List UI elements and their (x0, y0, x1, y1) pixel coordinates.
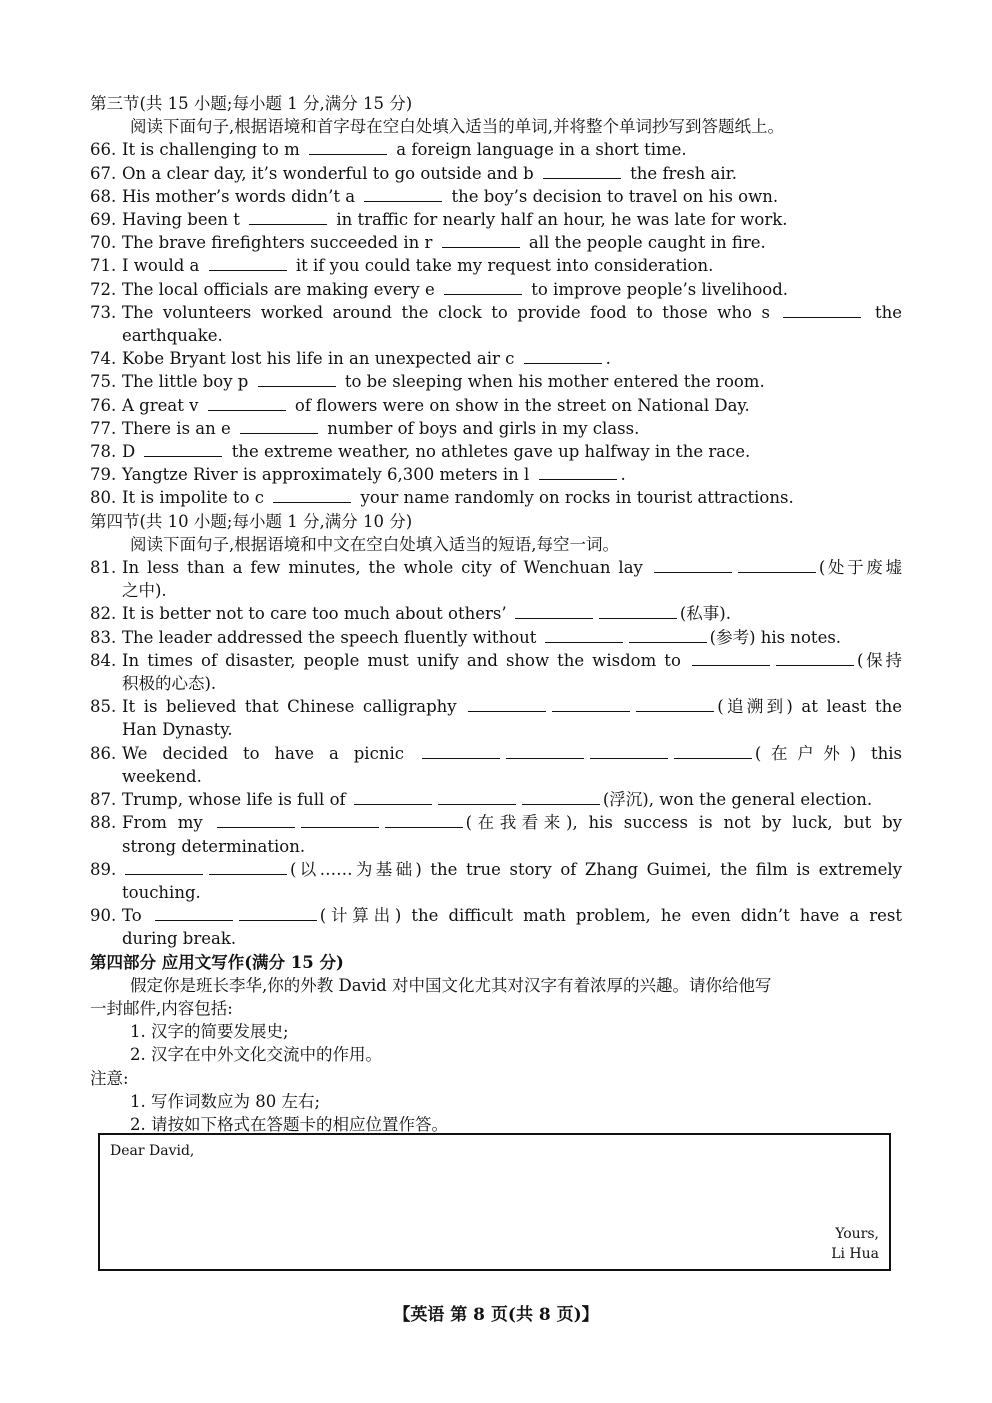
question-text: the (874, 302, 903, 322)
exam-page (90, 92, 902, 1136)
question-text: The leader addressed the speech fluently without (122, 627, 537, 647)
question-text: It is impolite to c (122, 488, 265, 508)
part4-requirement: 2. 汉字在中外文化交流中的作用。 (130, 1045, 382, 1065)
question-74 (90, 347, 902, 370)
question-text: From my (122, 813, 203, 833)
answer-blank[interactable] (545, 626, 623, 643)
question-number: 80. (90, 488, 117, 508)
question-text: (浮沉), won the general election. (602, 790, 873, 810)
question-continuation: earthquake. (122, 326, 223, 346)
question-text: the extreme weather, no athletes gave up halfway in the race. (231, 442, 751, 462)
answer-blank[interactable] (468, 695, 546, 712)
question-number: 84. (90, 650, 117, 670)
question-text: The local officials are making every e (122, 279, 435, 299)
section4-title: 第四节(共 10 小题;每小题 1 分,满分 10 分) (90, 511, 413, 531)
question-69 (90, 208, 902, 231)
answer-blank[interactable] (738, 556, 816, 573)
answer-blank[interactable] (654, 556, 732, 573)
question-text: (处于废墟 (818, 558, 902, 578)
question-83 (90, 626, 902, 649)
question-75 (90, 370, 902, 393)
answer-blank[interactable] (522, 788, 600, 805)
answer-blank[interactable] (442, 231, 520, 248)
answer-blank[interactable] (636, 695, 714, 712)
answer-blank[interactable] (506, 742, 584, 759)
answer-blank[interactable] (776, 649, 854, 666)
question-text: it if you could take my request into consideration. (295, 256, 714, 276)
question-number: 78. (90, 442, 117, 462)
answer-blank[interactable] (217, 811, 295, 828)
question-85 (90, 695, 902, 718)
question-79 (90, 463, 902, 486)
question-text: the boy’s decision to travel on his own. (451, 186, 779, 206)
question-number: 72. (90, 279, 117, 299)
question-text: (计算出) the difficult math problem, he even didn’t have a rest (319, 906, 902, 926)
question-continuation: Han Dynasty. (122, 720, 233, 740)
question-67 (90, 162, 902, 185)
question-text: number of boys and girls in my class. (327, 418, 640, 438)
question-number: 88. (90, 813, 117, 833)
question-text: (以……为基础) the true story of Zhang Guimei, the film is extremely (290, 859, 902, 879)
question-text: to improve people’s livelihood. (531, 279, 788, 299)
question-text: (追溯到) at least the (717, 697, 903, 717)
question-number: 69. (90, 210, 117, 230)
answer-blank[interactable] (438, 788, 516, 805)
question-text: D (122, 442, 136, 462)
answer-blank[interactable] (258, 370, 336, 387)
section4-instruction: 阅读下面句子,根据语境和中文在空白处填入适当的短语,每空一词。 (130, 534, 619, 554)
letter-closing: Yours, (835, 1226, 879, 1242)
part4-prompt: 假定你是班长李华,你的外教 David 对中国文化尤其对汉字有着浓厚的兴趣。请你给他写 (130, 975, 772, 995)
answer-blank[interactable] (543, 162, 621, 179)
answer-blank[interactable] (209, 254, 287, 271)
answer-blank[interactable] (208, 394, 286, 411)
question-text: On a clear day, it’s wonderful to go outside and b (122, 163, 534, 183)
question-continuation: strong determination. (122, 836, 306, 856)
answer-blank[interactable] (444, 278, 522, 295)
answer-blank[interactable] (692, 649, 770, 666)
question-text: . (605, 349, 611, 369)
answer-blank[interactable] (155, 904, 233, 921)
question-number: 82. (90, 604, 117, 624)
question-76 (90, 394, 902, 417)
question-text: . (620, 465, 626, 485)
question-text: It is challenging to m (122, 140, 300, 160)
question-continuation: weekend. (122, 766, 202, 786)
answer-blank[interactable] (599, 602, 677, 619)
question-text: your name randomly on rocks in tourist attractions. (360, 488, 794, 508)
question-text: A great v (122, 395, 199, 415)
question-text: (私事). (679, 604, 731, 624)
question-continuation: 积极的心态). (122, 674, 217, 694)
question-number: 83. (90, 627, 117, 647)
question-77 (90, 417, 902, 440)
question-text: in traffic for nearly half an hour, he was late for work. (336, 210, 788, 230)
question-number: 70. (90, 233, 117, 253)
question-68 (90, 185, 902, 208)
answer-blank[interactable] (515, 602, 593, 619)
question-text: (在户外) this (754, 743, 903, 763)
question-number: 87. (90, 790, 117, 810)
question-90 (90, 904, 902, 927)
question-number: 67. (90, 163, 117, 183)
question-text: The brave firefighters succeeded in r (122, 233, 433, 253)
answer-blank[interactable] (422, 742, 500, 759)
answer-blank[interactable] (524, 347, 602, 364)
question-text: a foreign language in a short time. (396, 140, 687, 160)
question-text: (在我看来), his success is not by luck, but by (465, 813, 902, 833)
answer-blank[interactable] (552, 695, 630, 712)
question-text: His mother’s words didn’t a (122, 186, 356, 206)
answer-blank[interactable] (590, 742, 668, 759)
answer-blank[interactable] (301, 811, 379, 828)
question-70 (90, 231, 902, 254)
question-71 (90, 254, 902, 277)
question-88 (90, 811, 902, 834)
question-89 (90, 858, 902, 881)
question-number: 86. (90, 743, 117, 763)
section3-title: 第三节(共 15 小题;每小题 1 分,满分 15 分) (90, 94, 413, 113)
answer-blank[interactable] (144, 440, 222, 457)
part4-title: 第四部分 应用文写作(满分 15 分) (90, 952, 344, 972)
question-text: of flowers were on show in the street on National Day. (294, 395, 750, 415)
question-text: Kobe Bryant lost his life in an unexpected air c (122, 349, 515, 369)
question-82 (90, 602, 902, 625)
page-footer: 【英语 第 8 页(共 8 页)】 (393, 1305, 599, 1325)
answer-blank[interactable] (629, 626, 707, 643)
question-text: (参考) his notes. (709, 627, 842, 647)
question-text: In less than a few minutes, the whole city of Wenchuan lay (122, 558, 643, 578)
notes-label: 注意: (90, 1068, 129, 1088)
question-73 (90, 301, 902, 324)
letter-answer-box[interactable] (98, 1133, 891, 1271)
question-number: 77. (90, 418, 117, 438)
answer-blank[interactable] (249, 208, 327, 225)
question-text: Trump, whose life is full of (122, 790, 346, 810)
question-66 (90, 138, 902, 161)
answer-blank[interactable] (309, 138, 387, 155)
question-text: It is believed that Chinese calligraphy (122, 697, 457, 717)
answer-blank[interactable] (783, 301, 861, 318)
question-text: It is better not to care too much about others’ (122, 604, 507, 624)
question-text: In times of disaster, people must unify and show the wisdom to (122, 650, 681, 670)
question-text: (保持 (856, 650, 902, 670)
question-text: There is an e (122, 418, 231, 438)
letter-greeting: Dear David, (110, 1143, 195, 1159)
question-text: Yangtze River is approximately 6,300 meters in l (122, 465, 530, 485)
question-80 (90, 486, 902, 509)
question-text: I would a (122, 256, 200, 276)
answer-blank[interactable] (364, 185, 442, 202)
question-continuation: touching. (122, 882, 201, 902)
question-number: 71. (90, 256, 117, 276)
note-item: 2. 请按如下格式在答题卡的相应位置作答。 (130, 1114, 448, 1134)
answer-blank[interactable] (354, 788, 432, 805)
question-81 (90, 556, 902, 579)
question-number: 66. (90, 140, 117, 160)
question-text: The little boy p (122, 372, 249, 392)
question-text: The volunteers worked around the clock to provide food to those who s (122, 302, 770, 322)
answer-blank[interactable] (125, 858, 203, 875)
question-78 (90, 440, 902, 463)
question-number: 73. (90, 302, 117, 322)
answer-blank[interactable] (674, 742, 752, 759)
question-text: the fresh air. (630, 163, 737, 183)
question-text: To (122, 906, 142, 926)
question-continuation: during break. (122, 929, 237, 949)
section3-instruction: 阅读下面句子,根据语境和首字母在空白处填入适当的单词,并将整个单词抄写到答题纸上。 (130, 117, 784, 137)
question-number: 81. (90, 558, 117, 578)
question-continuation: 之中). (122, 581, 167, 601)
part4-prompt-continuation: 一封邮件,内容包括: (90, 998, 233, 1018)
answer-blank[interactable] (209, 858, 287, 875)
question-number: 79. (90, 465, 117, 485)
question-number: 74. (90, 349, 117, 369)
question-86 (90, 742, 902, 765)
answer-blank[interactable] (273, 486, 351, 503)
question-number: 68. (90, 186, 117, 206)
answer-blank[interactable] (240, 417, 318, 434)
question-text: Having been t (122, 210, 240, 230)
question-text: to be sleeping when his mother entered the room. (344, 372, 765, 392)
question-72 (90, 278, 902, 301)
question-number: 76. (90, 395, 117, 415)
answer-blank[interactable] (539, 463, 617, 480)
question-87 (90, 788, 902, 811)
letter-signature: Li Hua (831, 1246, 879, 1262)
question-number: 75. (90, 372, 117, 392)
part4-requirement: 1. 汉字的简要发展史; (130, 1022, 289, 1042)
question-number: 89. (90, 859, 117, 879)
question-number: 90. (90, 906, 117, 926)
question-text: all the people caught in fire. (528, 233, 766, 253)
question-number: 85. (90, 697, 117, 717)
answer-blank[interactable] (239, 904, 317, 921)
answer-blank[interactable] (385, 811, 463, 828)
question-text: We decided to have a picnic (122, 743, 404, 763)
question-84 (90, 649, 902, 672)
note-item: 1. 写作词数应为 80 左右; (130, 1091, 321, 1111)
